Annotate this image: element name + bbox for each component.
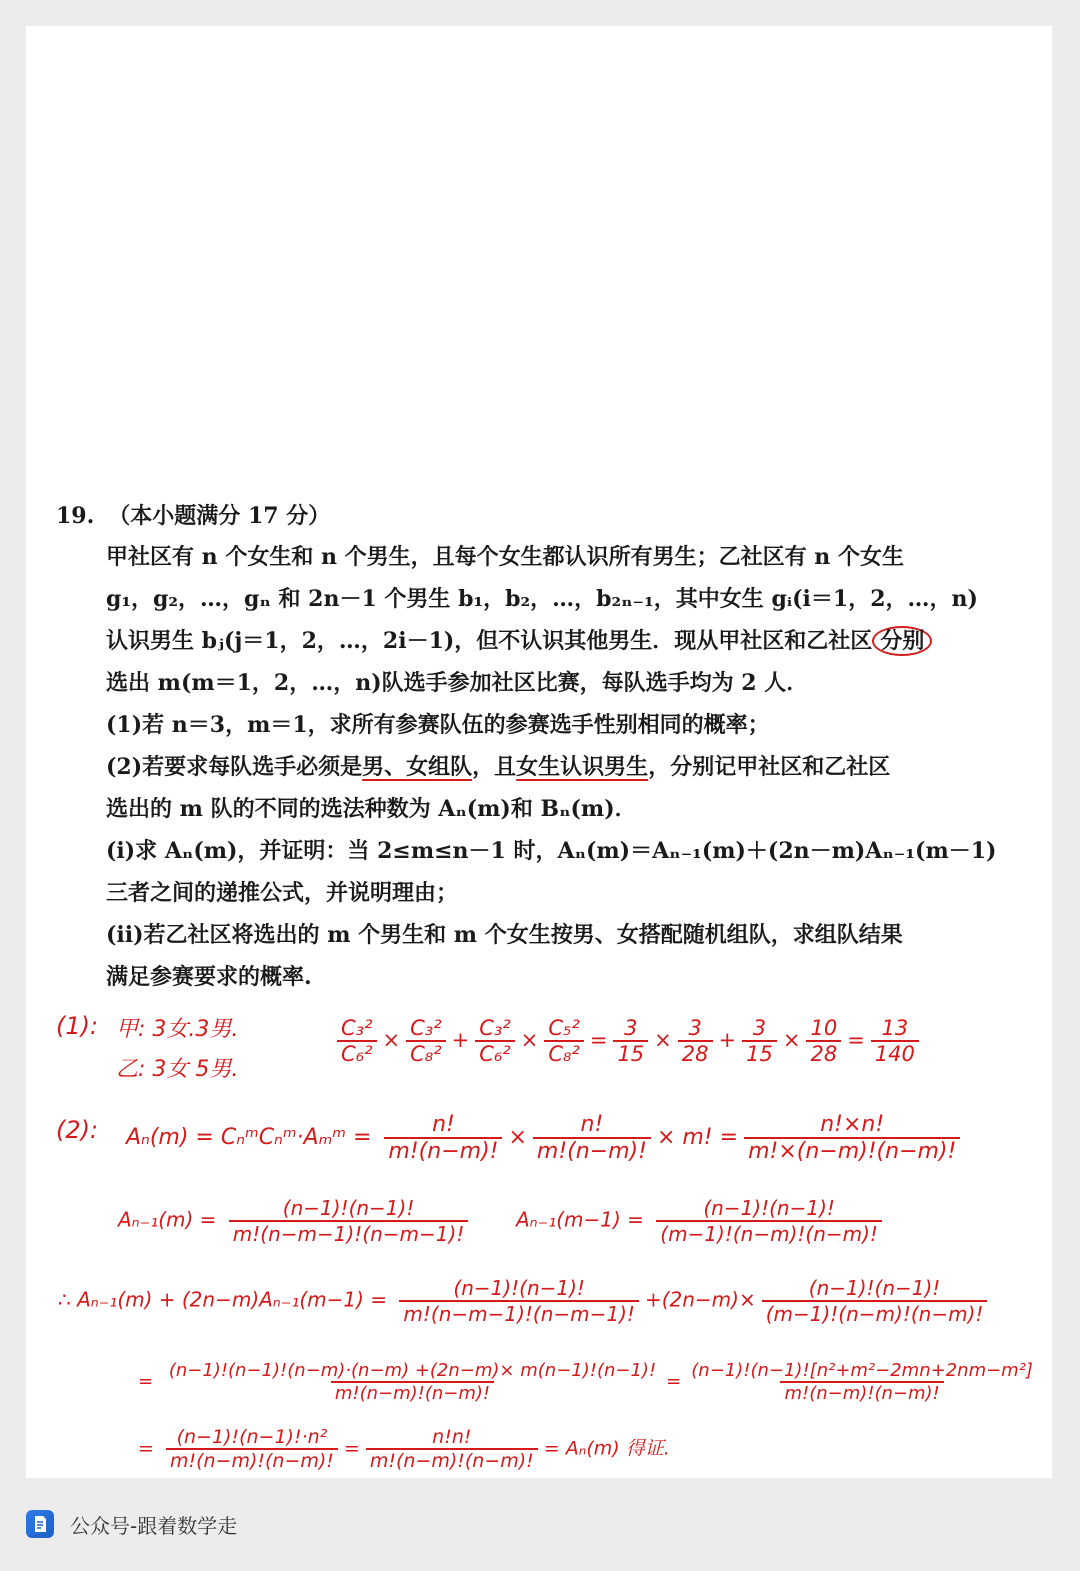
problem-part-1: (1)若 n＝3，m＝1，求所有参赛队伍的参赛选手性别相同的概率；: [106, 712, 770, 738]
denominator: 15: [613, 1040, 648, 1066]
denominator: C₆²: [475, 1040, 515, 1066]
document-icon: [26, 1510, 54, 1538]
numerator: (n−1)!(n−1)!: [282, 1196, 415, 1220]
problem-part-2ii: (ii)若乙社区将选出的 m 个男生和 m 个女生按男、女搭配随机组队，求组队结果: [106, 922, 903, 948]
numerator: (n−1)!(n−1)!·n²: [176, 1426, 328, 1448]
numerator: (n−1)!(n−1)!: [703, 1196, 835, 1220]
denominator: 28: [806, 1040, 841, 1066]
fraction: [533, 1112, 651, 1164]
denominator: m!×(n−m)!(n−m)!: [744, 1137, 960, 1164]
numerator: 3: [688, 1016, 702, 1040]
problem-19: [56, 496, 1016, 998]
denominator: 140: [871, 1040, 919, 1066]
fraction: [687, 1360, 1037, 1404]
underlined-phrase: 男、女组队: [362, 754, 473, 780]
denominator: m!(n−m)!: [384, 1137, 502, 1164]
fraction: [762, 1276, 988, 1326]
formula-mid: +(2n−m)×: [644, 1287, 756, 1312]
problem-part-2i: (i)求 Aₙ(m)，并证明：当 2≤m≤n－1 时，Aₙ(m)＝Aₙ₋₁(m)＋(2n－m)Aₙ₋₁(m－1): [106, 838, 997, 864]
fraction: [871, 1016, 919, 1066]
denominator: C₈²: [406, 1040, 446, 1066]
denominator: m!(n−m)!(n−m)!: [780, 1381, 943, 1404]
solution-sum-line: [58, 1276, 993, 1326]
fraction: [406, 1016, 446, 1066]
problem-line: 三者之间的递推公式，并说明理由；: [106, 880, 459, 906]
solution-recursion-2: [516, 1196, 888, 1246]
fraction: [366, 1426, 538, 1472]
problem-line: g₁，g₂，…，gₙ 和 2n－1 个男生 b₁，b₂，…，b₂ₙ₋₁，其中女生 gᵢ(i＝1，2，…，n): [106, 586, 978, 612]
fraction: [229, 1196, 469, 1246]
denominator: 28: [678, 1040, 713, 1066]
denominator: m!(n−m)!(n−m)!: [166, 1448, 338, 1472]
problem-line-text: ，且: [472, 754, 517, 780]
plus-sign: +: [451, 1028, 470, 1052]
fraction: [678, 1016, 713, 1066]
fraction: [384, 1112, 502, 1164]
denominator: m!(n−m−1)!(n−m−1)!: [399, 1300, 639, 1326]
footer-account-name[interactable]: 公众号-跟着数学走: [70, 1513, 238, 1538]
denominator: m!(n−m)!(n−m)!: [366, 1448, 538, 1472]
denominator: C₈²: [544, 1040, 584, 1066]
problem-line: [56, 620, 1016, 662]
numerator: 10: [810, 1016, 838, 1040]
solution-p1-jia: 甲: 3女.3男.: [116, 1017, 239, 1042]
denominator: C₆²: [337, 1040, 377, 1066]
problem-line: 选出 m(m＝1，2，…，n)队选手参加社区比赛，每队选手均为 2 人．: [106, 670, 809, 696]
numerator: (n−1)!(n−1)![n²+m²−2mn+2nm−m²]: [691, 1360, 1033, 1381]
denominator: (m−1)!(n−m)!(n−m)!: [762, 1300, 988, 1326]
equals-sign: =: [138, 1371, 154, 1392]
problem-line: 选出的 m 队的不同的选法种数为 Aₙ(m)和 Bₙ(m)．: [106, 796, 637, 822]
numerator: C₃²: [341, 1016, 373, 1040]
equals-sign: =: [666, 1371, 682, 1392]
equals-sign: =: [589, 1028, 608, 1052]
proof-conclusion: = Aₙ(m) 得证.: [543, 1437, 670, 1460]
solution-final-line: [138, 1426, 670, 1472]
fraction: [399, 1276, 639, 1326]
fraction: [166, 1426, 338, 1472]
numerator: C₃²: [410, 1016, 442, 1040]
problem-header: [56, 496, 1016, 536]
fraction: [337, 1016, 377, 1066]
solution-p1-formula: $\frac{\text{C₃²}}{\text{C₆²}}$ × $\frac{\text{C₃²}}{\text{C₈²}}$ + $\frac{\text{C₃²}}{\text{C₆²}}$ × $\frac{\text{C₅²}}{\text{C₈²}}$ = $\frac{3}{15}$ × $\frac{3}{28}$ + $\frac{3}{15}$ × $\frac{10}{28}$ = $\frac{13}{140}$: [331, 1016, 925, 1066]
numerator: C₃²: [479, 1016, 511, 1040]
denominator: m!(n−m−1)!(n−m−1)!: [229, 1220, 469, 1246]
numerator: n!: [432, 1112, 455, 1137]
solution-expand-line: [138, 1360, 1043, 1404]
fraction: [656, 1196, 882, 1246]
formula-lhs: ∴ Aₙ₋₁(m) + (2n−m)Aₙ₋₁(m−1) =: [58, 1287, 388, 1312]
formula-lhs: Aₙ(m) = CₙᵐCₙᵐ·Aₘᵐ =: [126, 1125, 372, 1150]
formula-lhs: Aₙ₋₁(m) =: [118, 1207, 217, 1232]
problem-line-text: ，分别记甲社区和乙社区: [648, 754, 891, 780]
formula-mid: × m! =: [656, 1125, 739, 1150]
problem-part-2: [56, 746, 1016, 788]
denominator: 15: [742, 1040, 777, 1066]
numerator: C₅²: [548, 1016, 580, 1040]
numerator: 3: [624, 1016, 638, 1040]
fraction: [613, 1016, 648, 1066]
numerator: (n−1)!(n−1)!: [808, 1276, 941, 1300]
numerator: 3: [752, 1016, 767, 1040]
numerator: (n−1)!(n−1)!(n−m)·(n−m) +(2n−m)× m(n−1)!(n−1)!: [168, 1360, 657, 1381]
fraction: [544, 1016, 584, 1066]
denominator: m!(n−m)!: [533, 1137, 651, 1164]
denominator: (m−1)!(n−m)!(n−m)!: [656, 1220, 882, 1246]
solution-p1-label: (1):: [56, 1012, 99, 1040]
solution-p1-yi: 乙: 3女 5男.: [116, 1057, 239, 1082]
problem-line: 甲社区有 n 个女生和 n 个男生，且每个女生都认识所有男生；乙社区有 n 个女生: [106, 544, 904, 570]
fraction: [742, 1016, 777, 1066]
problem-points: （本小题满分 17 分）: [108, 503, 331, 529]
fraction: [806, 1016, 841, 1066]
underlined-phrase: 女生认识男生: [516, 754, 649, 780]
problem-number: 19.: [56, 503, 95, 529]
footer-bar: [26, 1502, 237, 1546]
solution-recursion-1: [118, 1196, 474, 1246]
denominator: m!(n−m)!(n−m)!: [331, 1381, 494, 1404]
numerator: n!: [580, 1112, 604, 1137]
paper-sheet: [26, 26, 1052, 1478]
circled-word: 分别: [872, 626, 932, 656]
numerator: n!n!: [432, 1426, 472, 1448]
fraction: [475, 1016, 515, 1066]
fraction: [165, 1360, 660, 1404]
numerator: (n−1)!(n−1)!: [453, 1276, 585, 1300]
numerator: 13: [881, 1016, 909, 1040]
equals-sign: =: [138, 1437, 154, 1460]
formula-lhs: Aₙ₋₁(m−1) =: [516, 1207, 644, 1232]
problem-line: 满足参赛要求的概率.: [106, 964, 312, 990]
solution-p2-label: (2):: [56, 1116, 99, 1144]
solution-p2-formula: Aₙ(m) = CₙᵐCₙᵐ·Aₘᵐ = $\frac{n!}{m!(n-m)!}$ × $\frac{n!}{m!(n-m)!}$ × m! = $\frac{n!\times n!}{m!\times(n-m)!(n-m)!}$: [126, 1112, 966, 1164]
problem-line-text: (2)若要求每队选手必须是: [106, 754, 363, 780]
problem-line-text: 认识男生 bⱼ(j＝1，2，…，2i－1)，但不认识其他男生．现从甲社区和乙社区: [106, 628, 873, 654]
equals-sign: =: [343, 1437, 360, 1460]
fraction: [744, 1112, 960, 1164]
numerator: n!×n!: [820, 1112, 885, 1137]
